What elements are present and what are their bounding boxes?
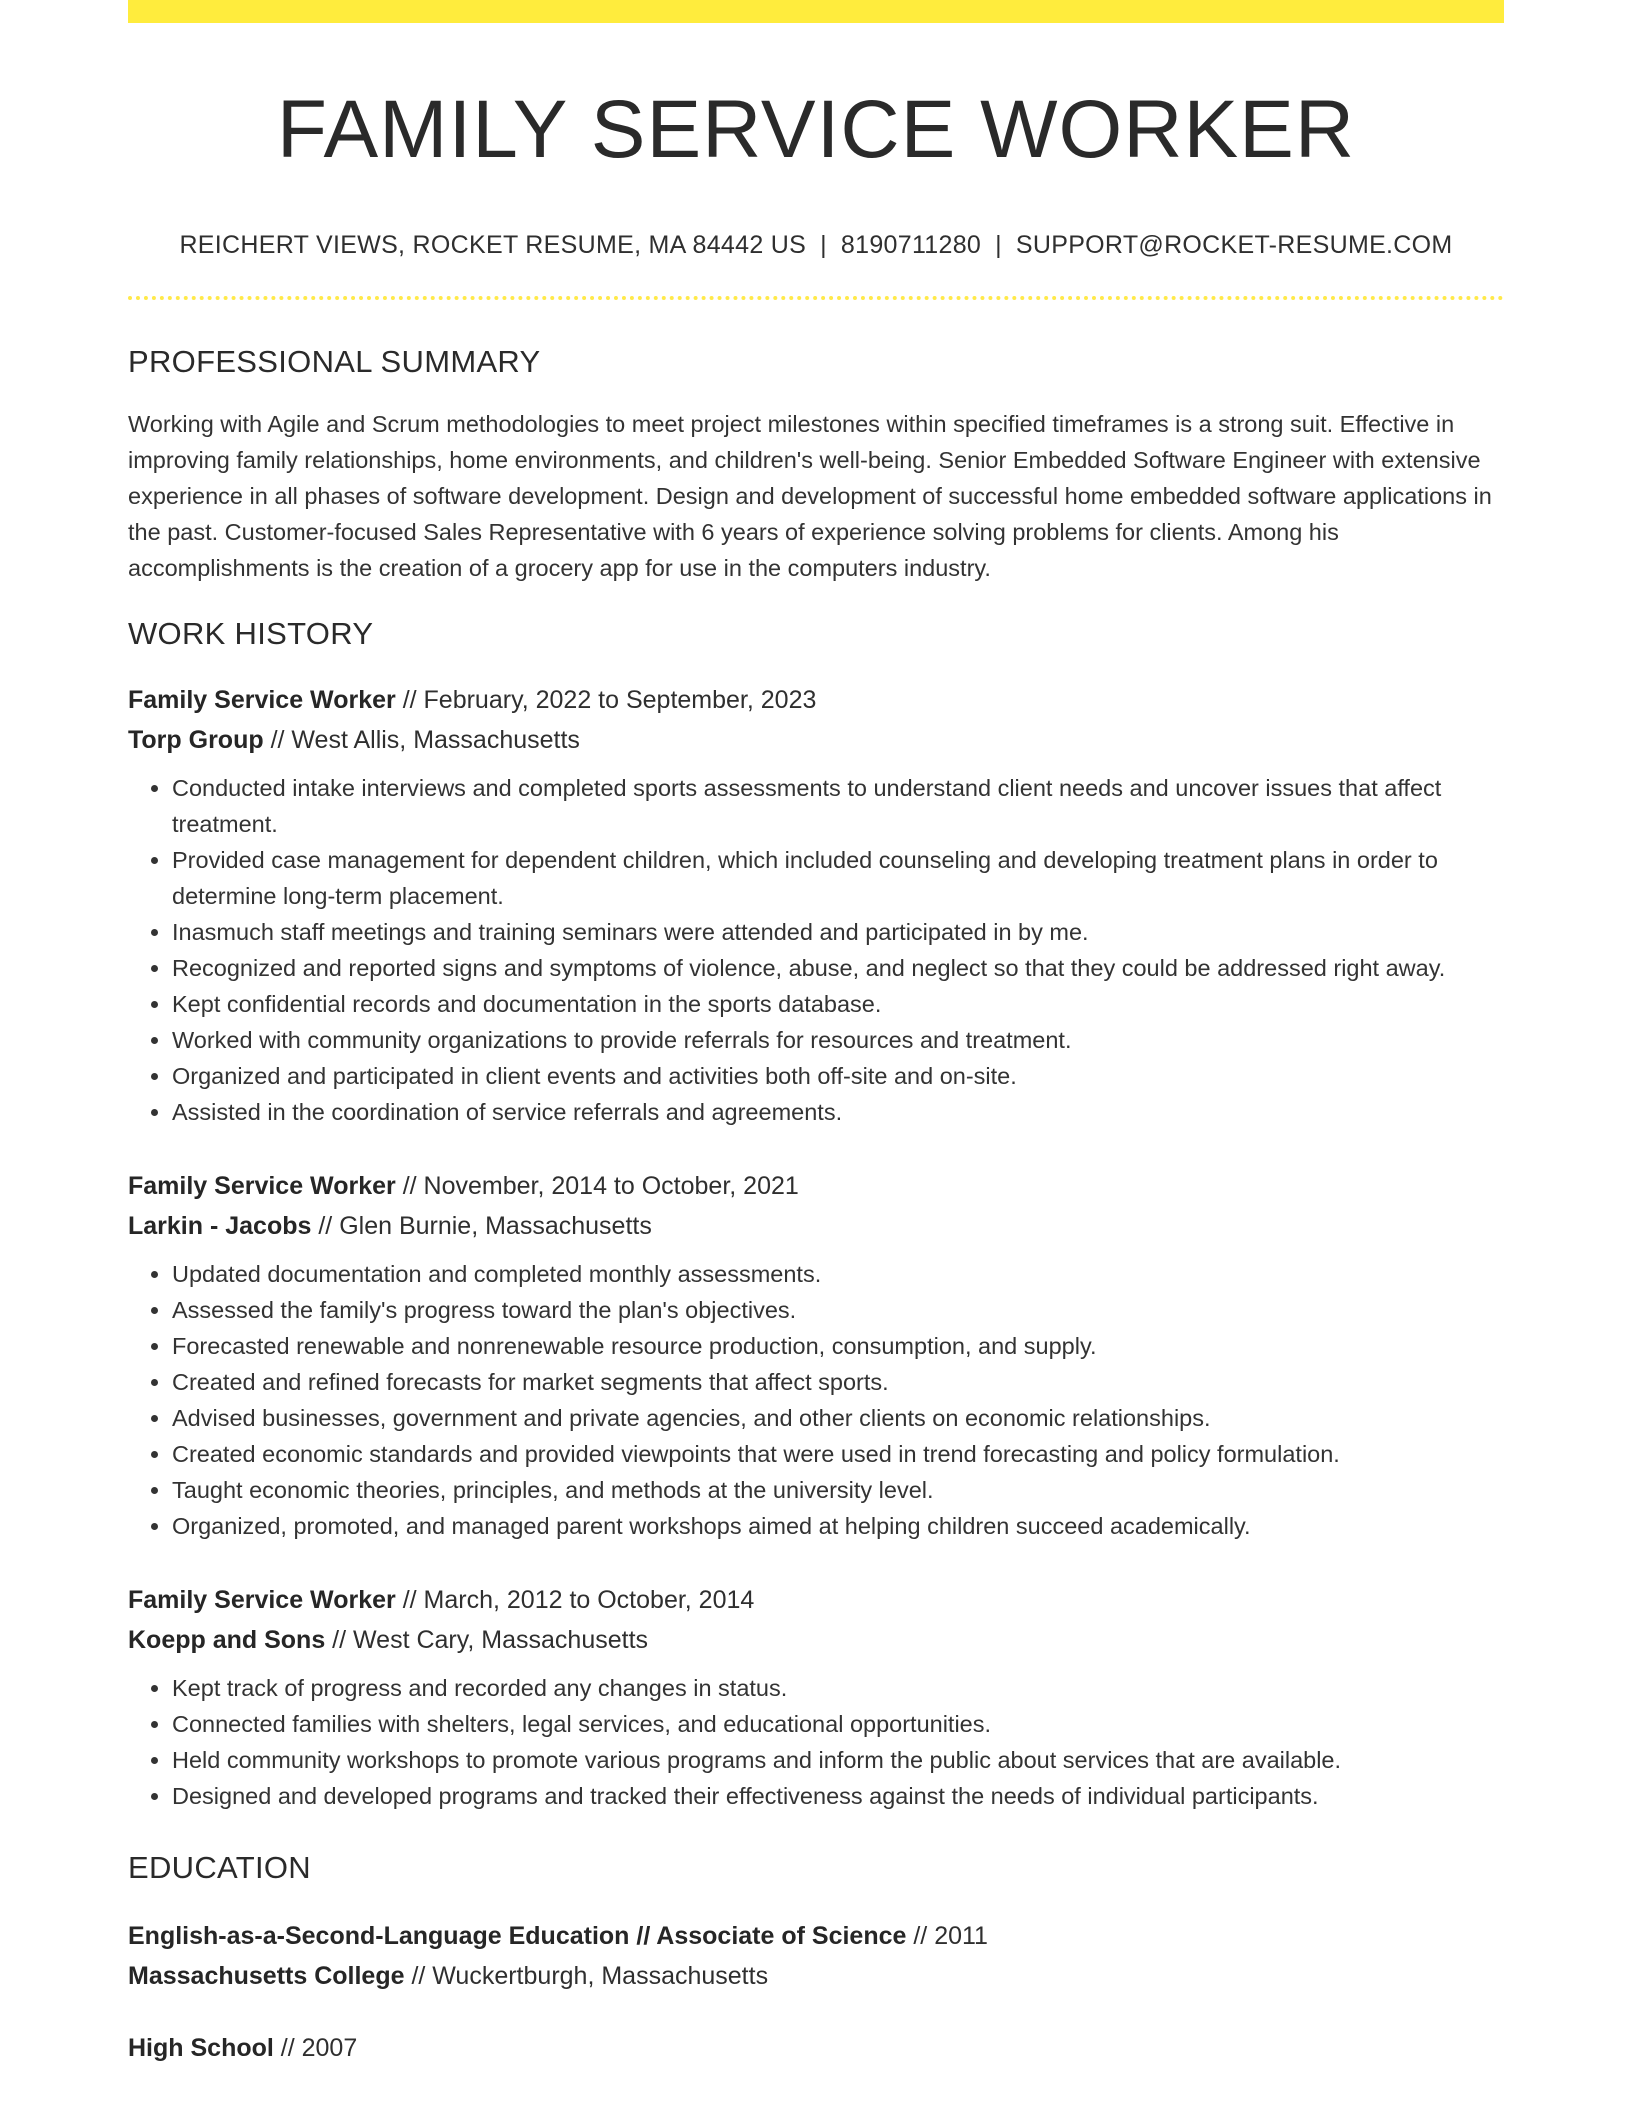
- education-entry: [128, 1916, 1504, 1996]
- resume-page: [128, 0, 1504, 2068]
- job-company-line: [128, 720, 1504, 760]
- job-company: Larkin - Jacobs: [128, 1212, 312, 1241]
- education-degree-line: [128, 2028, 1504, 2068]
- education-school: Massachusetts College: [128, 1962, 405, 1991]
- contact-phone: 8190711280: [840, 231, 982, 260]
- education-year: // 2011: [906, 1922, 988, 1951]
- job-location: // West Allis, Massachusetts: [263, 726, 580, 755]
- job-bullet: • Organized, promoted, and managed parent workshops aimed at helping children succeed academically.: [172, 1508, 1504, 1544]
- job-dates: // March, 2012 to October, 2014: [395, 1586, 755, 1615]
- job-bullet: • Provided case management for dependent children, which included counseling and developing treatment plans in order to determine long-term placement.: [172, 842, 1504, 914]
- job-bullet: • Kept confidential records and documentation in the sports database.: [172, 986, 1504, 1022]
- job-entry: [128, 680, 1504, 1130]
- job-bullet: • Inasmuch staff meetings and training seminars were attended and participated in by me.: [172, 914, 1504, 950]
- job-dates: // November, 2014 to October, 2021: [395, 1172, 799, 1201]
- contact-separator: |: [820, 231, 827, 260]
- job-company-line: [128, 1620, 1504, 1660]
- job-bullet: • Advised businesses, government and private agencies, and other clients on economic relationships.: [172, 1400, 1504, 1436]
- job-entry: [128, 1166, 1504, 1544]
- education-entry: [128, 2028, 1504, 2068]
- job-entry: [128, 1580, 1504, 1814]
- contact-email: SUPPORT@ROCKET-RESUME.COM: [1015, 231, 1453, 260]
- job-title-line: [128, 1166, 1504, 1206]
- job-bullet: • Designed and developed programs and tracked their effectiveness against the needs of individual participants.: [172, 1778, 1504, 1814]
- education-degree-line: [128, 1916, 1504, 1956]
- education-heading: EDUCATION: [128, 1850, 311, 1886]
- education-degree: English-as-a-Second-Language Education // Associate of Science: [128, 1922, 907, 1951]
- contact-line: [128, 231, 1504, 260]
- contact-separator: |: [995, 231, 1002, 260]
- job-bullets: [128, 1670, 1504, 1814]
- job-title: Family Service Worker: [128, 1586, 396, 1615]
- job-title: Family Service Worker: [128, 686, 396, 715]
- job-bullet: • Conducted intake interviews and completed sports assessments to understand client needs and uncover issues that affect treatment.: [172, 770, 1504, 842]
- job-bullet: • Created and refined forecasts for market segments that affect sports.: [172, 1364, 1504, 1400]
- job-title: Family Service Worker: [128, 1172, 396, 1201]
- education-year: // 2007: [273, 2034, 358, 2063]
- job-bullet: • Forecasted renewable and nonrenewable resource production, consumption, and supply.: [172, 1328, 1504, 1364]
- job-company: Koepp and Sons: [128, 1626, 326, 1655]
- job-dates: // February, 2022 to September, 2023: [395, 686, 817, 715]
- job-bullet: • Recognized and reported signs and symptoms of violence, abuse, and neglect so that they could be addressed right away.: [172, 950, 1504, 986]
- job-location: // Glen Burnie, Massachusetts: [311, 1212, 652, 1241]
- job-bullet: • Organized and participated in client events and activities both off-site and on-site.: [172, 1058, 1504, 1094]
- job-bullet: • Taught economic theories, principles, and methods at the university level.: [172, 1472, 1504, 1508]
- job-company-line: [128, 1206, 1504, 1246]
- education-location: // Wuckertburgh, Massachusetts: [404, 1962, 769, 1991]
- job-bullets: [128, 770, 1504, 1130]
- education-degree: High School: [128, 2034, 274, 2063]
- job-bullets: [128, 1256, 1504, 1544]
- top-accent-bar: [128, 0, 1504, 23]
- job-bullet: • Worked with community organizations to provide referrals for resources and treatment.: [172, 1022, 1504, 1058]
- job-company: Torp Group: [128, 726, 264, 755]
- contact-address: REICHERT VIEWS, ROCKET RESUME, MA 84442 US: [179, 231, 807, 260]
- job-bullet: • Kept track of progress and recorded any changes in status.: [172, 1670, 1504, 1706]
- resume-title: FAMILY SERVICE WORKER: [276, 84, 1356, 175]
- job-location: // West Cary, Massachusetts: [325, 1626, 649, 1655]
- summary-heading: PROFESSIONAL SUMMARY: [128, 344, 541, 380]
- job-bullet: • Updated documentation and completed monthly assessments.: [172, 1256, 1504, 1292]
- job-title-line: [128, 1580, 1504, 1620]
- job-bullet: • Connected families with shelters, legal services, and educational opportunities.: [172, 1706, 1504, 1742]
- work-history-heading: WORK HISTORY: [128, 616, 374, 652]
- job-title-line: [128, 680, 1504, 720]
- job-bullet: • Assessed the family's progress toward the plan's objectives.: [172, 1292, 1504, 1328]
- education-school-line: [128, 1956, 1504, 1996]
- job-bullet: • Assisted in the coordination of service referrals and agreements.: [172, 1094, 1504, 1130]
- job-bullet: • Held community workshops to promote various programs and inform the public about services that are available.: [172, 1742, 1504, 1778]
- job-bullet: • Created economic standards and provided viewpoints that were used in trend forecasting and policy formulation.: [172, 1436, 1504, 1472]
- header-divider: [128, 296, 1504, 300]
- summary-text: Working with Agile and Scrum methodologies to meet project milestones within specified timeframes is a strong suit. Effective in improving family relationships, home environments, and children's well-being. Senior Embedded Software Engineer with extensive experience in all phases of software development. Design and development of successful home embedded software applications in the past. Customer-focused Sales Representative with 6 years of experience solving problems for clients. Among his accomplishments is the creation of a grocery app for use in the computers industry.: [128, 411, 1492, 582]
